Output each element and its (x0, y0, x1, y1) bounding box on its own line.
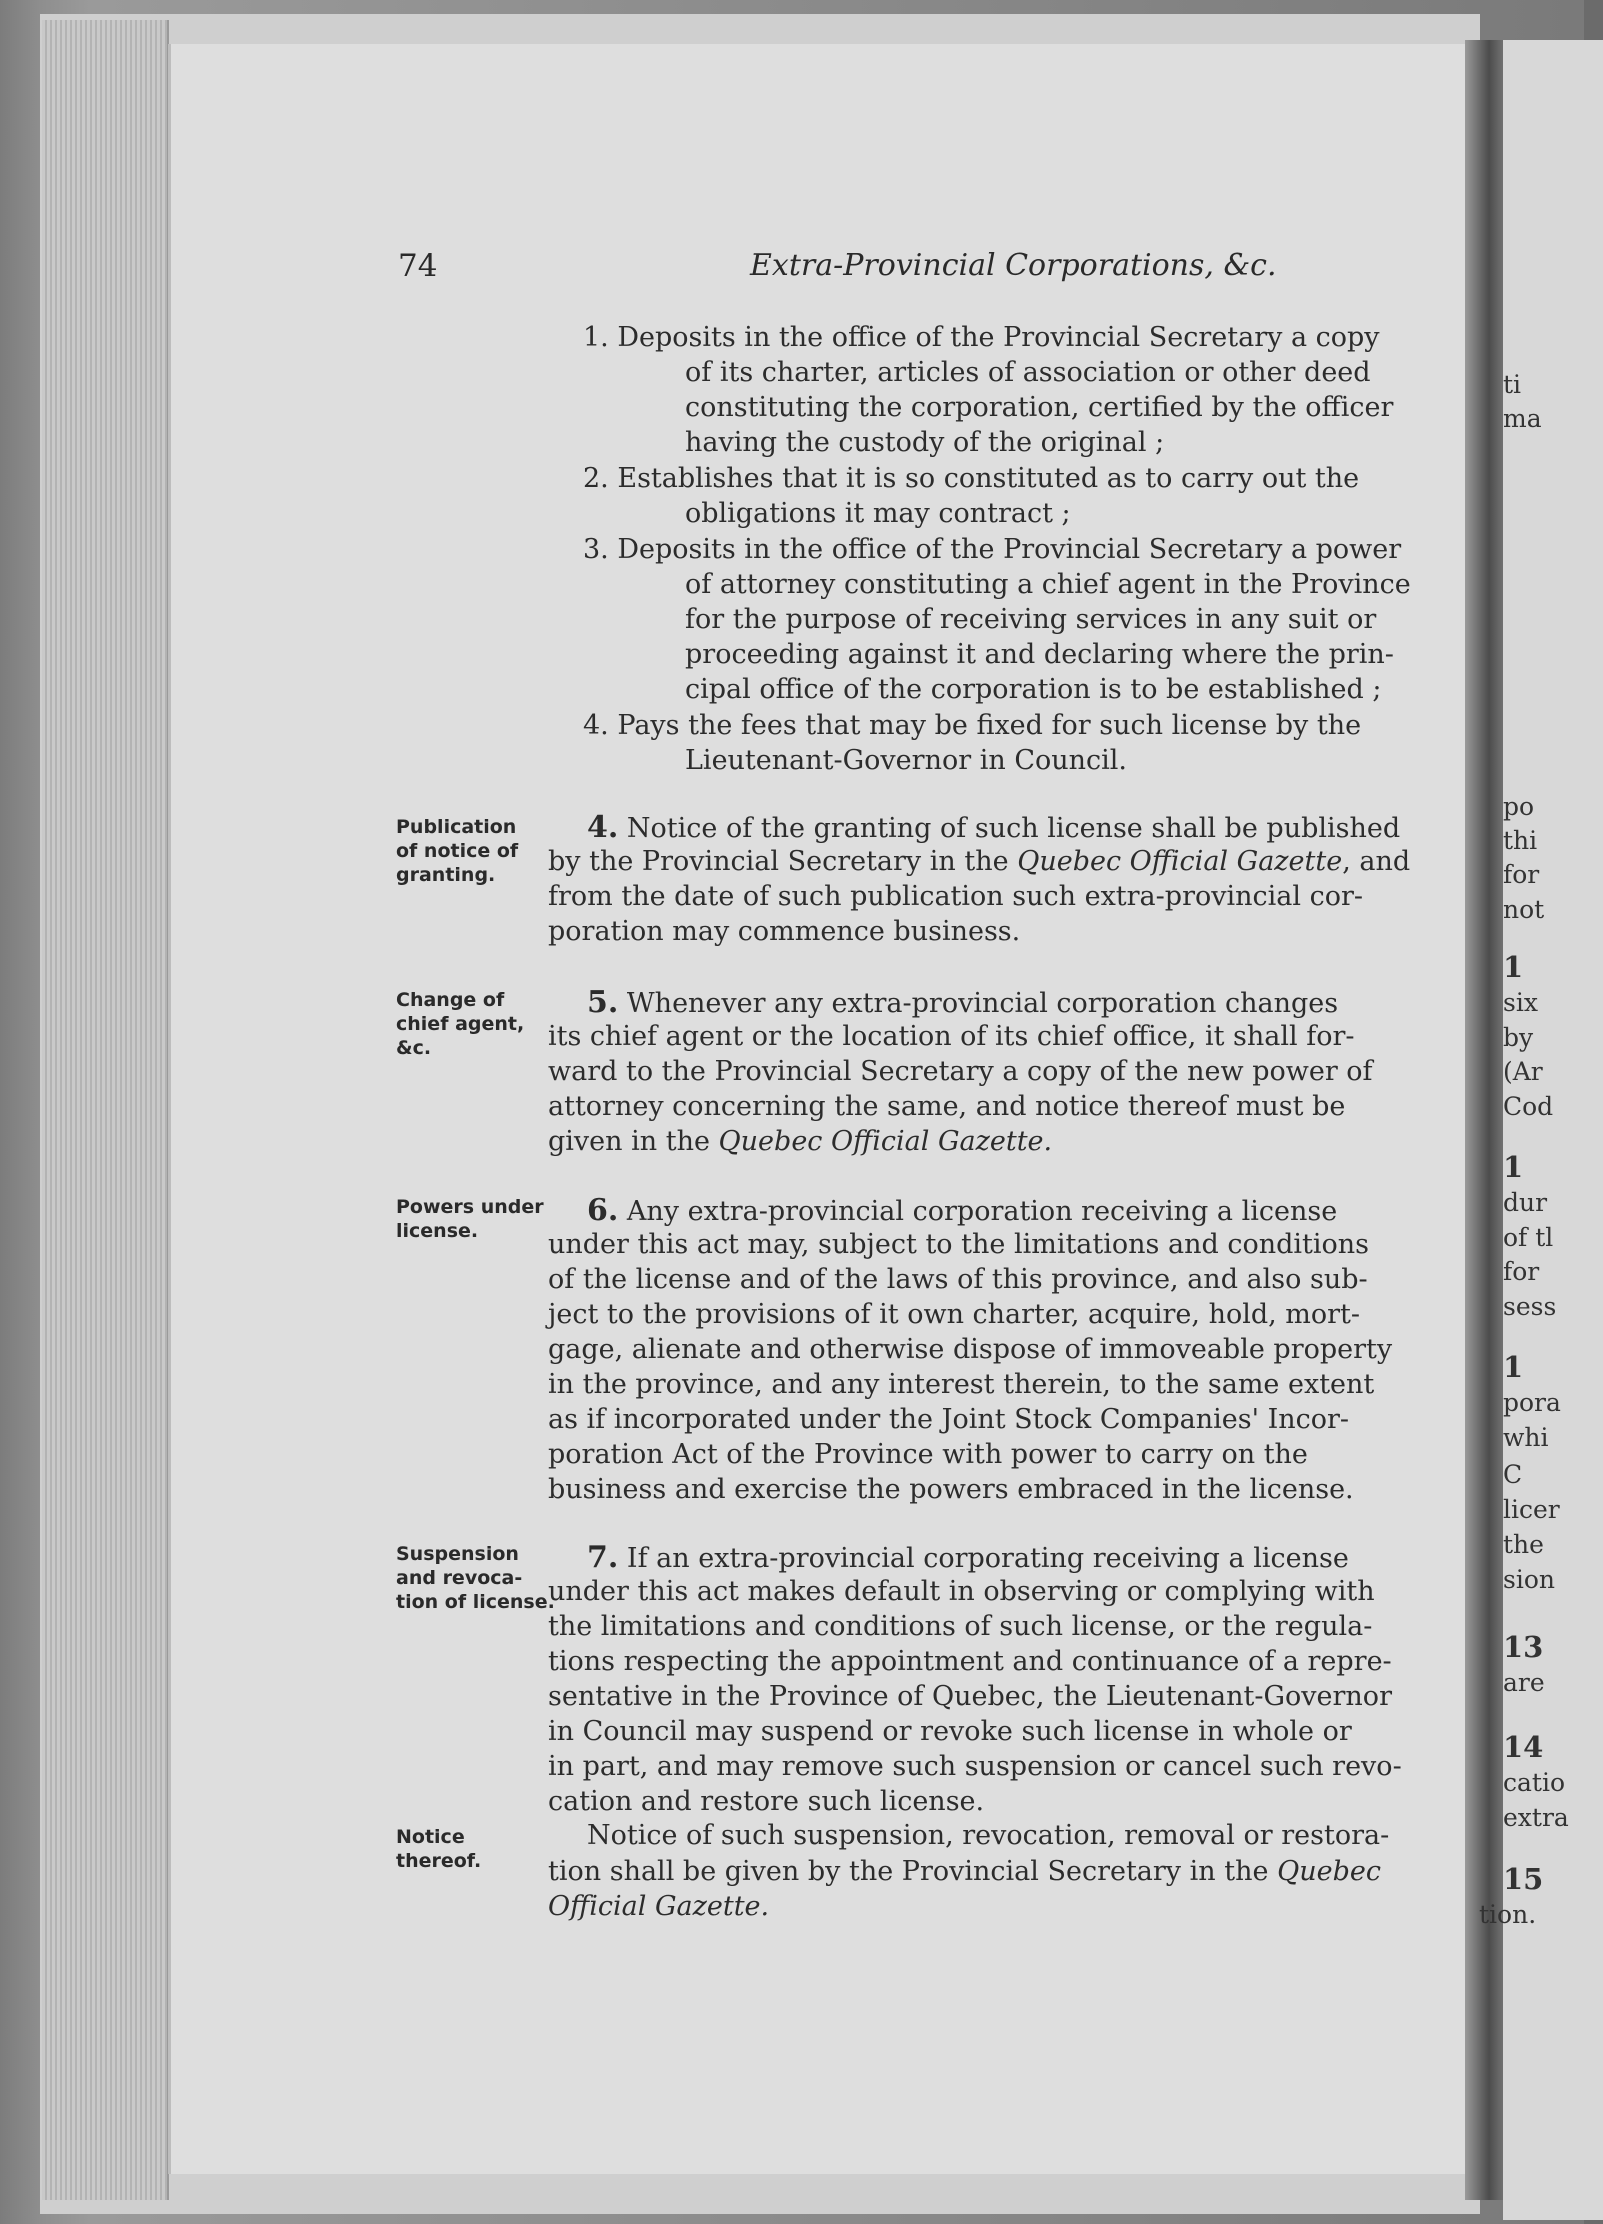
section-7-line (587, 1540, 1349, 1575)
section-number: 5. (587, 985, 619, 1020)
section-6-line: of the license and of the laws of this province, and also sub- (548, 1264, 1368, 1295)
right-fragment: catio (1503, 1768, 1565, 1797)
item-number: 2. (583, 463, 609, 494)
margin-note-line: of notice of (396, 840, 519, 862)
gazette-title: Quebec (1277, 1856, 1381, 1887)
notice-line (548, 1856, 1381, 1887)
margin-note-line: license. (396, 1220, 479, 1242)
right-fragment: of tl (1503, 1223, 1554, 1252)
item-3-line: for the purpose of receiving services in any suit or (685, 604, 1377, 635)
item-2-line: obligations it may contract ; (685, 498, 1071, 529)
section-number: 4. (587, 810, 619, 845)
right-fragment: thi (1503, 826, 1538, 855)
page-edges (42, 20, 169, 2200)
section-6-line: ject to the provisions of it own charter, acquire, hold, mort- (548, 1299, 1361, 1330)
item-number: 1. (583, 322, 609, 353)
margin-note-line: chief agent, (396, 1013, 525, 1035)
item-number: 4. (583, 710, 609, 741)
section-6-line: gage, alienate and otherwise dispose of immoveable property (548, 1334, 1393, 1365)
item-3-line: proceeding against it and declaring where the prin- (685, 639, 1394, 670)
right-fragment: not (1503, 895, 1545, 924)
right-fragment: ma (1503, 404, 1542, 433)
item-3-line: of attorney constituting a chief agent in the Province (685, 569, 1411, 600)
section-5-line (587, 985, 1338, 1020)
section-5-line: ward to the Provincial Secretary a copy of the new power of (548, 1056, 1373, 1087)
right-fragment: extra (1503, 1803, 1569, 1832)
section-text: Notice of the granting of such license shall be published (626, 813, 1401, 844)
margin-note-suspension (396, 1542, 555, 1614)
margin-note-line: Notice (396, 1826, 465, 1848)
right-fragment-number: 1 (1503, 950, 1524, 984)
right-fragment: (Ar (1503, 1057, 1543, 1086)
section-text: If an extra-provincial corporating receiving a license (626, 1543, 1349, 1574)
section-text: by the Provincial Secretary in the (548, 846, 1018, 877)
right-fragment: ti (1503, 370, 1522, 399)
running-title: Extra-Provincial Corporations, &c. (750, 248, 1277, 283)
right-fragment: tion. (1479, 1900, 1537, 1929)
right-fragment: Cod (1503, 1092, 1554, 1121)
right-page-fragment (1479, 40, 1603, 2220)
item-text: Deposits in the office of the Provincial Secretary a copy (617, 322, 1380, 353)
section-text: given in the (548, 1126, 719, 1157)
item-2-line (583, 463, 1359, 494)
section-4-line: poration may commence business. (548, 916, 1021, 947)
section-5-line: attorney concerning the same, and notice thereof must be (548, 1091, 1346, 1122)
section-text: Whenever any extra-provincial corporation changes (626, 988, 1339, 1019)
margin-note-line: Suspension (396, 1543, 519, 1565)
section-6-line: under this act may, subject to the limitations and conditions (548, 1229, 1369, 1260)
item-1-line: of its charter, articles of association or other deed (685, 357, 1371, 388)
item-3-line (583, 534, 1401, 565)
right-fragment: dur (1503, 1188, 1548, 1217)
right-fragment: the (1503, 1530, 1544, 1559)
right-fragment: for (1503, 860, 1540, 889)
margin-note-line: and revoca- (396, 1567, 523, 1589)
section-6-line: as if incorporated under the Joint Stock Companies' Incor- (548, 1404, 1350, 1435)
section-7-line: cation and restore such license. (548, 1786, 985, 1817)
right-fragment: are (1503, 1668, 1545, 1697)
margin-note-line: thereof. (396, 1850, 482, 1872)
right-fragment: sess (1503, 1292, 1557, 1321)
margin-note-line: granting. (396, 864, 496, 886)
right-fragment: six (1503, 988, 1538, 1017)
right-fragment-number: 15 (1503, 1862, 1544, 1896)
section-text: tion shall be given by the Provincial Secretary in the (548, 1856, 1278, 1887)
right-fragment-number: 13 (1503, 1630, 1544, 1664)
item-text: Pays the fees that may be fixed for such license by the (617, 710, 1362, 741)
item-1-line: constituting the corporation, certified by the officer (685, 392, 1394, 423)
margin-note-publication (396, 815, 518, 887)
section-6-line: business and exercise the powers embraced in the license. (548, 1474, 1354, 1505)
right-fragment: sion (1503, 1565, 1555, 1594)
section-5-line (548, 1126, 1052, 1157)
section-text: Any extra-provincial corporation receiving a license (626, 1196, 1338, 1227)
right-fragment: for (1503, 1257, 1540, 1286)
section-6-line: poration Act of the Province with power to carry on the (548, 1439, 1308, 1470)
section-number: 6. (587, 1193, 619, 1228)
item-number: 3. (583, 534, 609, 565)
item-text: Establishes that it is so constituted as to carry out the (617, 463, 1360, 494)
section-4-line (548, 846, 1410, 877)
margin-note-line: Change of (396, 989, 505, 1011)
right-fragment: whi (1503, 1423, 1549, 1452)
section-number: 7. (587, 1540, 619, 1575)
item-4-line (583, 710, 1361, 741)
gazette-title: Quebec Official Gazette (1017, 846, 1343, 877)
right-fragment-number: 14 (1503, 1730, 1544, 1764)
item-text: Deposits in the office of the Provincial Secretary a power (617, 534, 1402, 565)
item-3-line: cipal office of the corporation is to be established ; (685, 674, 1382, 705)
right-fragment: po (1503, 792, 1535, 821)
margin-note-line: Powers under (396, 1196, 544, 1218)
right-fragment: pora (1503, 1388, 1561, 1417)
section-7-line: in Council may suspend or revoke such license in whole or (548, 1716, 1352, 1747)
section-7-line: under this act makes default in observing or complying with (548, 1576, 1375, 1607)
right-fragment-number: 1 (1503, 1350, 1524, 1384)
section-7-line: the limitations and conditions of such license, or the regula- (548, 1611, 1373, 1642)
book-gutter (1465, 40, 1505, 2200)
item-1-line: having the custody of the original ; (685, 427, 1165, 458)
page-number: 74 (398, 248, 438, 284)
section-6-line (587, 1193, 1337, 1228)
section-7-line: sentative in the Province of Quebec, the Lieutenant-Governor (548, 1681, 1392, 1712)
gazette-title: Official Gazette. (548, 1891, 770, 1922)
gazette-title: Quebec Official Gazette. (718, 1126, 1053, 1157)
section-4-line: from the date of such publication such extra-provincial cor- (548, 881, 1363, 912)
section-7-line: in part, and may remove such suspension or cancel such revo- (548, 1751, 1402, 1782)
section-6-line: in the province, and any interest therein, to the same extent (548, 1369, 1375, 1400)
section-7-line: tions respecting the appointment and continuance of a repre- (548, 1646, 1392, 1677)
item-4-line: Lieutenant-Governor in Council. (685, 745, 1127, 776)
section-5-line: its chief agent or the location of its chief office, it shall for- (548, 1021, 1355, 1052)
section-4-line (587, 810, 1400, 845)
right-fragment: licer (1503, 1495, 1560, 1524)
margin-note-line: Publication (396, 816, 517, 838)
margin-note-notice (396, 1825, 481, 1873)
margin-note-powers (396, 1195, 544, 1243)
notice-line: Notice of such suspension, revocation, removal or restora- (587, 1820, 1390, 1851)
section-text: , and (1342, 846, 1411, 877)
margin-note-change-of-agent (396, 988, 524, 1060)
right-fragment: C (1503, 1460, 1523, 1489)
margin-note-line: &c. (396, 1037, 432, 1059)
notice-line (548, 1891, 769, 1922)
item-1-line (583, 322, 1380, 353)
right-fragment: by (1503, 1023, 1534, 1052)
margin-note-line: tion of license. (396, 1591, 555, 1613)
right-fragment-number: 1 (1503, 1150, 1524, 1184)
